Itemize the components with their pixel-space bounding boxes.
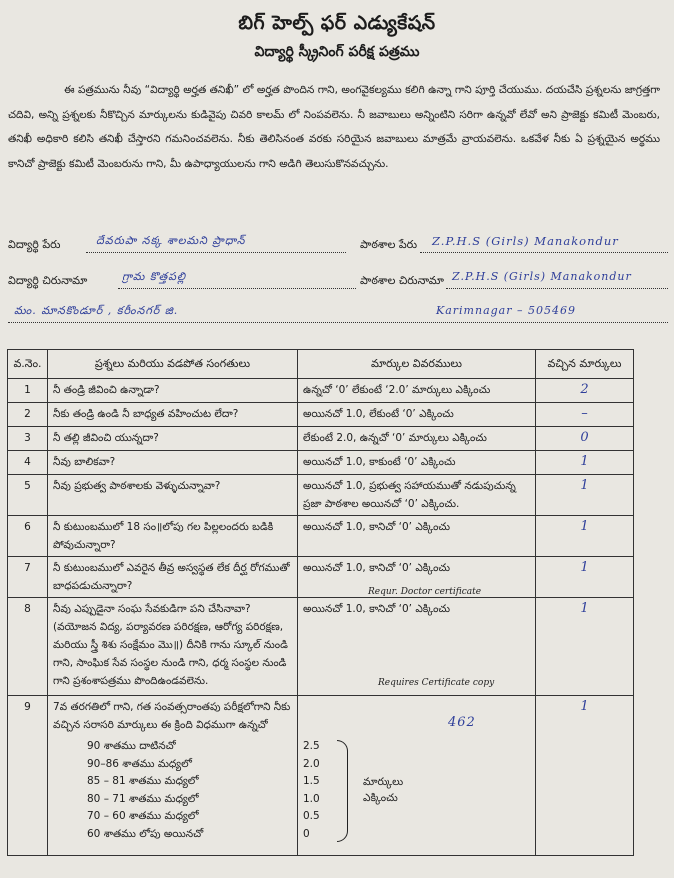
handwritten-note: Requires Certificate copy <box>378 678 495 688</box>
row-marks-details: లేకుంటే 2.0, ఉన్నచో ‘0’ మార్కులు ఎక్కించు <box>298 427 536 451</box>
col-header-number: వ.నెం. <box>8 350 48 379</box>
row-question: నీ కుటుంబములో ఎవరైన తీవ్ర అస్వస్థత లేక దీర్ఘ రోగముతో బాధపడుచున్నారా? <box>48 557 298 598</box>
table-row <box>8 557 634 598</box>
row-marks-details: అయినచో 1.0, ప్రభుత్వ సహాయముతో నడుపుచున్న ప్రజా పాఠశాల అయినచో ‘0’ ఎక్కించు. <box>298 475 536 516</box>
list-item: 60 శాతము లోపు అయినచో <box>87 827 204 840</box>
col-header-marks-obtained: వచ్చిన మార్కులు <box>536 350 634 379</box>
row-question: నీవు ప్రభుత్వ పాఠశాలకు వెళ్ళుచున్నావా? <box>48 475 298 516</box>
table-header-row <box>8 350 634 379</box>
handwritten-total: 462 <box>448 715 476 730</box>
handwritten-note: Requr. Doctor certificate <box>368 587 482 597</box>
table-row <box>8 427 634 451</box>
list-item: 90 శాతము దాటినచో <box>87 740 176 752</box>
student-address-line <box>118 288 356 289</box>
row-question: నీవు ఎప్పుడైనా సంఘ సేవకుడిగా పని చేసినావా? (వయోజన విద్య, పర్యావరణ పరిరక్షణ, ఆరోగ్య పరిరక్షణ, మరియు స్త్రీ శిశు సంక్షేమం మొ॥) దీనికి గాను స్కూల్ నుండి గాని, సాంఘిక సేవ సంస్థల నుండి గాని, ధర్మ సంస్థల నుండి గాని ప్రశంశాపత్రము పొందిఉండవలెను. <box>48 598 298 696</box>
table-row <box>8 516 634 557</box>
row-marks-details: అయినచో 1.0, కాకుంటే ‘0’ ఎక్కించు <box>298 451 536 475</box>
list-item: 1.0 <box>303 792 320 805</box>
row-marks-details: ఉన్నచో ‘0’ లేకుంటే ‘2.0’ మార్కులు ఎక్కించు <box>298 379 536 403</box>
row-number: 9 <box>8 696 48 856</box>
list-item: 90–86 శాతము మధ్యలో <box>87 757 192 770</box>
list-item: 2.0 <box>303 757 320 770</box>
student-name-value: దేవరుపా నక్క శాలమని ప్రాధాన్ <box>96 234 246 247</box>
row-marks-details-cell <box>298 598 536 696</box>
row-question: నీవు బాలికవా? <box>48 451 298 475</box>
row-marks-details: అయినచో 1.0, లేకుంటే ‘0’ ఎక్కించు <box>298 403 536 427</box>
row-marks-obtained: 1 <box>536 557 634 598</box>
table-row <box>8 451 634 475</box>
row-marks-obtained: 0 <box>536 427 634 451</box>
row-number: 8 <box>8 598 48 696</box>
row-marks-details-cell <box>298 696 536 856</box>
row-marks-obtained: 1 <box>536 598 634 696</box>
student-name-label: విద్యార్థి పేరు <box>8 238 61 251</box>
row-number: 3 <box>8 427 48 451</box>
row-question: నీ తండ్రి జీవించి ఉన్నాడా? <box>48 379 298 403</box>
row-marks-obtained: – <box>536 403 634 427</box>
row-number: 4 <box>8 451 48 475</box>
grade-list <box>87 738 292 843</box>
row-marks-details: అయినచో 1.0, కానిచో ‘0’ ఎక్కించు <box>303 562 451 574</box>
points-label: మార్కులు ఎక్కించు <box>363 776 404 804</box>
row-marks-obtained: 1 <box>536 451 634 475</box>
table-row <box>8 475 634 516</box>
list-item: 2.5 <box>303 740 320 752</box>
row-marks-obtained: 2 <box>536 379 634 403</box>
school-name-label: పాఠశాల పేరు <box>360 238 418 251</box>
row-number: 1 <box>8 379 48 403</box>
row-question: నీ తల్లి జీవించి యున్నదా? <box>48 427 298 451</box>
col-header-marks-details: మార్కుల వివరములు <box>298 350 536 379</box>
table-row <box>8 696 634 856</box>
table-row <box>8 403 634 427</box>
list-item: 80 – 71 శాతము మధ్యలో <box>87 792 199 805</box>
student-address-value: గ్రామ కొత్తపల్లి <box>122 270 187 283</box>
student-name-line <box>86 252 346 253</box>
form-title: బిగ్ హెల్ప్ ఫర్ ఎడ్యుకేషన్ <box>238 12 436 34</box>
list-item: 85 – 81 శాతము మధ్యలో <box>87 775 199 787</box>
row-number: 5 <box>8 475 48 516</box>
row-question: నీ కుటుంబములో 18 సం॥లోపు గల పిల్లలందరు బడికి పోవుచున్నారా? <box>48 516 298 557</box>
row-marks-obtained: 1 <box>536 696 634 856</box>
student-address-pin: Karimnagar – 505469 <box>436 304 576 317</box>
row-number: 2 <box>8 403 48 427</box>
table-row <box>8 379 634 403</box>
row-number: 7 <box>8 557 48 598</box>
address-line-2 <box>8 322 668 323</box>
student-address-line2: మం. మానకొండూర్ , కరీంనగర్ జి. <box>14 304 179 317</box>
row-question-cell <box>48 696 298 856</box>
row-question: 7వ తరగతిలో గాని, గత సంవత్సరాంతపు పరీక్షలోగాని నీకు వచ్చిన సరాసరి మార్కులు ఈ క్రింది విధముగా ఉన్నచో <box>53 701 291 731</box>
row-number: 6 <box>8 516 48 557</box>
instructions-paragraph: ఈ పత్రమును నీవు “విద్యార్థి అర్హత తనిఖీ” లో అర్హత పొందిన గాని, అంగవైకల్యము కలిగి ఉన్నా గాని పూర్తి చేయుము. దయచేసి ప్రశ్నలను జాగ్రత్తగా చదివి, అన్ని ప్రశ్నలకు నీకొచ్చిన మార్కులను కుడివైపు చివరి కాలమ్ లో నింపవలెను. నీ జవాబులు అన్నింటిని సరిగా ఉన్నవో లేవో అని ప్రాజెక్టు కమిటీ మెంబరు, తనిఖీ అధికారి కలిసి తనిఖీ చేస్తారని గమనించవలెను. నీకు తెలిసినంత వరకు సరియైన జవాబులు మాత్రమే వ్రాయవలెను. ఒకవేళ నీకు ఏ ప్రశ్నయైన అర్థము కానిచో ప్రాజెక్టు కమిటీ మెంబరును గాని, మీ ఉపాధ్యాయులను గాని అడిగి తెలుసుకొనవచ్చును. <box>8 84 660 170</box>
school-address-value: Z.P.H.S (Girls) Manakondur <box>452 270 632 283</box>
list-item: 70 – 60 శాతము మధ్యలో <box>87 810 199 822</box>
questions-table <box>7 349 634 856</box>
table-row <box>8 598 634 696</box>
school-name-value: Z.P.H.S (Girls) Manakondur <box>432 234 619 248</box>
row-marks-obtained: 1 <box>536 475 634 516</box>
points-scale <box>303 738 530 846</box>
brace-bracket <box>337 740 348 842</box>
row-marks-details: అయినచో 1.0, కానిచో ‘0’ ఎక్కించు <box>303 603 451 615</box>
school-address-label: పాఠశాల చిరునామా <box>360 274 444 287</box>
student-address-label: విద్యార్థి చిరునామా <box>8 274 88 287</box>
list-item: 1.5 <box>303 775 320 787</box>
row-marks-details: అయినచో 1.0, కానిచో ‘0’ ఎక్కించు <box>298 516 536 557</box>
col-header-questions: ప్రశ్నలు మరియు వడపోత సంగతులు <box>48 350 298 379</box>
list-item: 0.5 <box>303 810 320 822</box>
school-address-line <box>446 288 668 289</box>
list-item: 0 <box>303 827 310 840</box>
row-marks-details-cell <box>298 557 536 598</box>
form-subtitle: విద్యార్థి స్క్రీనింగ్ పరీక్ష పత్రము <box>254 44 420 60</box>
school-name-line <box>420 252 668 253</box>
row-question: నీకు తండ్రి ఉండి నీ బాధ్యత వహించుట లేదా? <box>48 403 298 427</box>
row-marks-obtained: 1 <box>536 516 634 557</box>
